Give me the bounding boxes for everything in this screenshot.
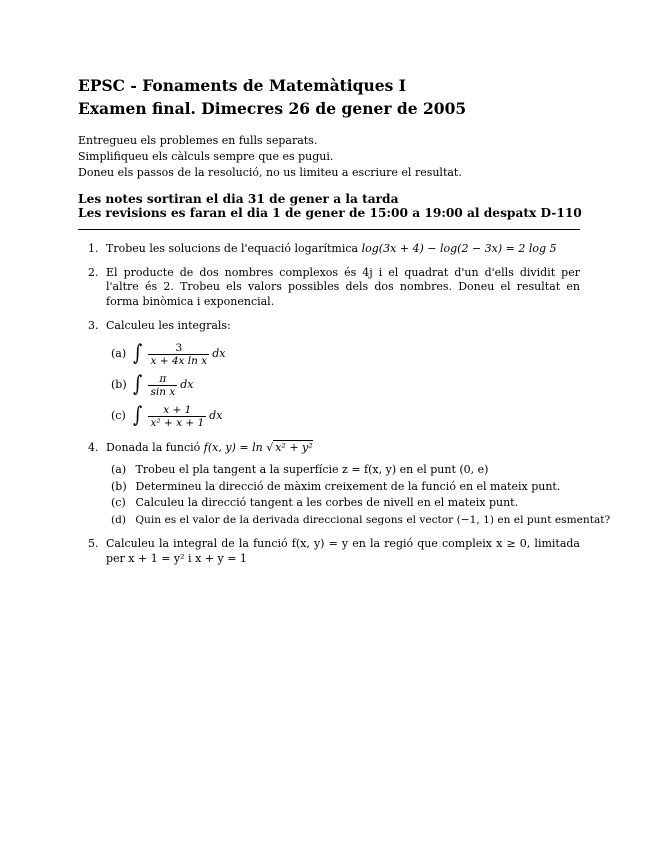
part-b <box>111 479 580 496</box>
problem-2 <box>78 266 580 310</box>
problem-text: Calculeu les integrals: <box>106 319 231 332</box>
denominator: x + 4x ln x <box>150 354 208 367</box>
problem-text: Donada la funció <box>106 440 201 454</box>
item-label: (a) <box>111 346 127 360</box>
denominator: x² + x + 1 <box>150 416 205 429</box>
numerator: 3 <box>175 341 183 354</box>
fraction <box>148 373 177 398</box>
subparts <box>78 462 611 528</box>
item-label: (a) <box>111 463 127 476</box>
fraction <box>148 342 209 367</box>
instruction-line: Doneu els passos de la resolució, no us limiteu a escriure el resultat. <box>78 166 462 179</box>
problem-3 <box>78 319 580 432</box>
problem-text: Trobeu les solucions de l'equació logarítmica <box>106 242 359 255</box>
divider <box>78 229 580 230</box>
notes-line: Les notes sortiran el dia 31 de gener a la tarda <box>78 192 399 206</box>
problem-text: El producte de dos nombres complexos és 4j i el quadrat d'un d'ells dividit per l'altre és 2. Trobeu els valors possibles dels dos nombres. Doneu el resultat en forma binòmica i exponencial. <box>106 265 580 308</box>
numerator: x + 1 <box>163 403 192 416</box>
part-text: Trobeu el pla tangent a la superfície z = f(x, y) en el punt (0, e) <box>135 463 489 476</box>
instruction-line: Entregueu els problemes en fulls separats. <box>78 134 318 147</box>
item-label: (b) <box>111 377 127 391</box>
instructions <box>78 133 580 181</box>
problem-math: log(3x + 4) − log(2 − 3x) = 2 log 5 <box>361 242 557 255</box>
problem-number: 2. <box>88 265 99 279</box>
integral-sign-icon: ∫ <box>133 403 143 428</box>
integral-sign-icon: ∫ <box>133 341 143 366</box>
differential: dx <box>212 346 226 360</box>
notes-announcement <box>78 192 580 220</box>
problem-number: 5. <box>88 537 99 550</box>
problem-5 <box>78 537 580 566</box>
fraction <box>148 404 206 429</box>
numerator: π <box>159 372 167 385</box>
sqrt-sign-icon: √ <box>266 440 274 454</box>
exam-title: Examen final. Dimecres 26 de gener de 2005 <box>78 99 467 118</box>
sqrt <box>266 441 312 456</box>
part-c <box>111 495 580 512</box>
item-label: (b) <box>111 479 127 493</box>
item-label: (c) <box>111 496 126 509</box>
denominator: sin x <box>150 385 176 398</box>
radicand: x² + y² <box>275 440 313 454</box>
function-expr: f(x, y) = ln <box>203 440 263 454</box>
part-a <box>111 462 580 479</box>
differential: dx <box>180 377 194 391</box>
integral-a <box>111 339 580 370</box>
problem-1 <box>78 242 580 257</box>
problem-number: 1. <box>88 242 99 255</box>
exam-page <box>78 76 611 566</box>
part-text: Determineu la direcció de màxim creixement de la funció en el mateix punt. <box>135 479 561 493</box>
part-d <box>111 512 611 529</box>
item-label: (d) <box>111 513 127 526</box>
course-title: EPSC - Fonaments de Matemàtiques I <box>78 76 406 95</box>
problem-number: 3. <box>88 319 99 332</box>
part-text: Quin es el valor de la derivada direccional segons el vector (−1, 1) en el punt esmentat? <box>135 513 611 526</box>
differential: dx <box>209 408 223 422</box>
integral-sign-icon: ∫ <box>133 372 143 397</box>
problem-text: Calculeu la integral de la funció f(x, y) = y en la regió que compleix x ≥ 0, limitada per x + 1 = y² i x + y = 1 <box>106 537 580 565</box>
problem-4 <box>78 440 611 529</box>
integral-b <box>111 370 580 401</box>
instruction-line: Simplifiqueu els càlculs sempre que es pugui. <box>78 150 334 163</box>
item-label: (c) <box>111 408 126 422</box>
part-text: Calculeu la direcció tangent a les corbes de nivell en el mateix punt. <box>135 496 519 509</box>
integral-c <box>111 401 580 432</box>
notes-line: Les revisions es faran el dia 1 de gener de 15:00 a 19:00 al despatx D-110 <box>78 206 582 220</box>
problem-number: 4. <box>88 440 99 454</box>
